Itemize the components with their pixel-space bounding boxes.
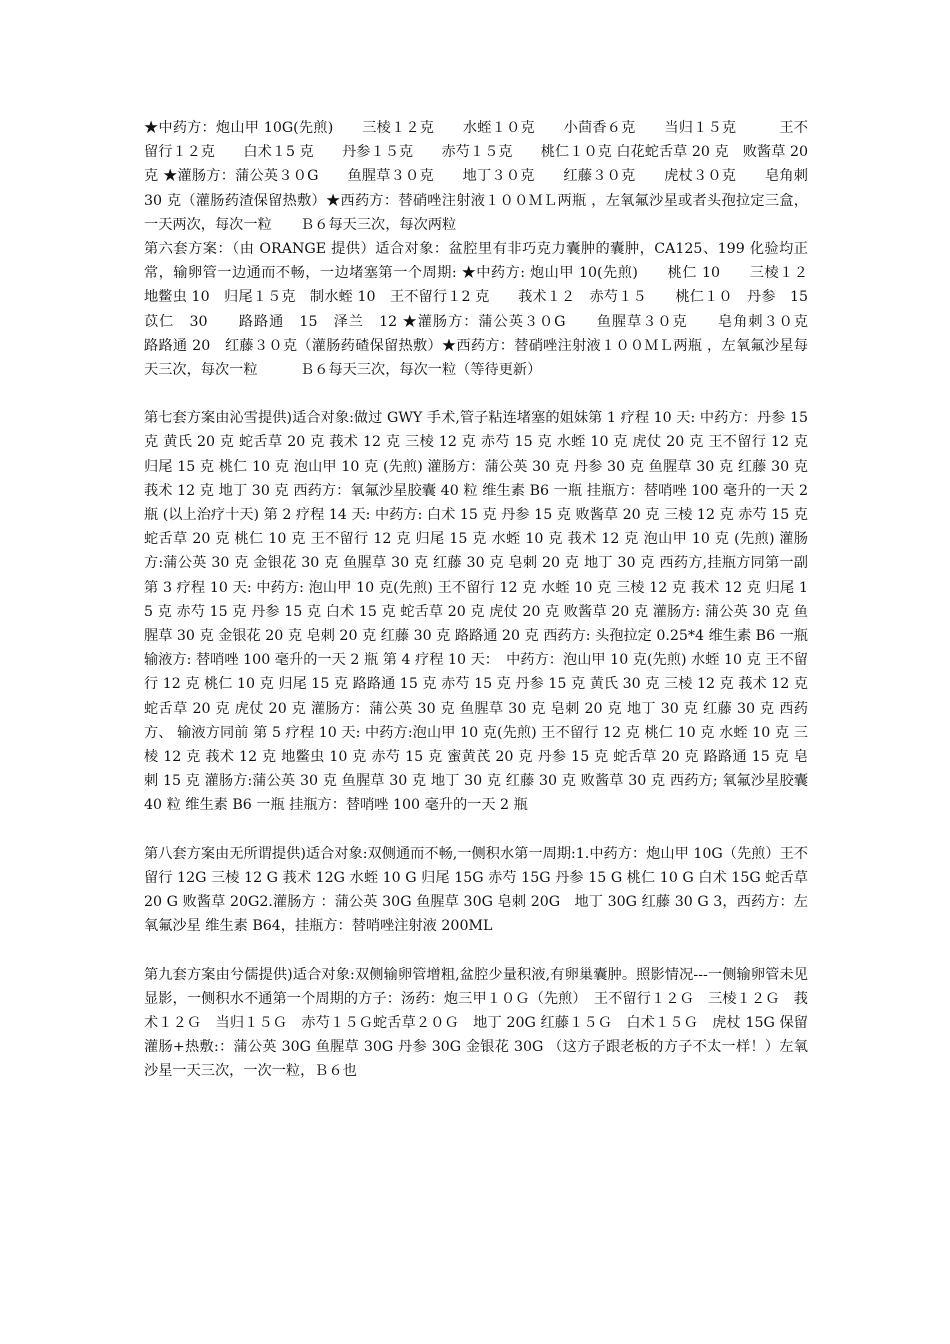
paragraph-formula-eight: 第八套方案由无所谓提供)适合对象:双侧通而不畅,一侧积水第一周期:1.中药方：炮山甲 10G（先煎）王不留行 12G 三棱 12 G 莪术 12G 水蛭 10 G 归尾 15G 赤芍 15G 丹参 15 G 桃仁 10 G 白术 15G 蛇舌草 20 G 败酱草 20G2.灌肠方 ：蒲公英 30G 鱼腥草 30G 皂刺 20G 地丁 30G 红藤 30 G 3，西药方：左氧氟沙星 维生素 B64，挂瓶方：替哨唑注射液 200ML bbox=[144, 845, 808, 935]
paragraph-spacer bbox=[144, 939, 808, 963]
paragraph-spacer bbox=[144, 818, 808, 842]
paragraph-formula-six: 第六套方案：（由 ORANGE 提供）适合对象：盆腔里有非巧克力囊肿的囊肿，CA125、199 化验均正常，输卵管一边通而不畅，一边堵塞第一个周期: ★中药方: 炮山甲 10(先煎) 桃仁 10 三棱１２ 地鳖虫 10 归尾１５克 制水蛭 10 王不留行１2 克 莪术１２ 赤芍１５ 桃仁１０ 丹参 15 苡仁 30 路路通 15 泽兰 12 ★灌肠方：蒲公英３０G 鱼腥草３０克 皂角刺３０克 路路通 20 红藤３０克（灌肠药碴保留热敷）★西药方：替硝唑注射液１００ＭＬ两瓶 ，左氧氟沙星每天三次，每次一粒 Ｂ６每天三次，每次一粒（等待更新） bbox=[144, 241, 837, 379]
paragraph-formula-nine: 第九套方案由兮儒提供)适合对象:双侧输卵管增粗,盆腔少量积液,有卵巢囊肿。照影情况---一侧输卵管未见显影，一侧积水不通第一个周期的方子：汤药：炮三甲１０Ｇ（先煎） 王不留行１２Ｇ 三棱１２Ｇ 莪术１２Ｇ 当归１５Ｇ 赤芍１５Ｇ蛇舌草２０Ｇ 地丁 20G 红藤１５Ｇ 白术１５Ｇ 虎杖 15G 保留灌肠+热敷:：蒲公英 30G 鱼腥草 30G 丹参 30G 金银花 30G （这方子跟老板的方子不太一样！）左氧沙星一天三次，一次一粒，Ｂ６也 bbox=[144, 966, 808, 1080]
paragraph-formula-seven: 第七套方案由沁雪提供)适合对象:做过 GWY 手术,管子粘连堵塞的姐妹第 1 疗程 10 天: 中药方：丹参 15 克 黄氏 20 克 蛇舌草 20 克 莪术 12 克 三棱 12 克 赤芍 15 克 水蛭 10 克 虎仗 20 克 王不留行 12 克 归尾 15 克 桃仁 10 克 泡山甲 10 克 (先煎) 灌肠方：蒲公英 30 克 丹参 30 克 鱼腥草 30 克 红藤 30 克 莪术 12 克 地丁 30 克 西药方：氧氟沙星胶囊 40 粒 维生素 B6 一瓶 挂瓶方：替哨唑 100 毫升的一天 2 瓶 (以上治疗十天) 第 2 疗程 14 天: 中药方: 白术 15 克 丹参 15 克 败酱草 20 克 三棱 12 克 赤芍 15 克 蛇舌草 20 克 桃仁 10 克 王不留行 12 克 归尾 15 克 水蛭 10 克 莪术 12 克 泡山甲 10 克 (先煎) 灌肠方:蒲公英 30 克 金银花 30 克 鱼腥草 30 克 红藤 30 克 皂刺 20 克 地丁 30 克 西药方,挂瓶方同第一副 第 3 疗程 10 天: 中药方: 泡山甲 10 克(先煎) 王不留行 12 克 水蛭 10 克 三棱 12 克 莪术 12 克 归尾 15 克 赤芍 15 克 丹参 15 克 白术 15 克 蛇舌草 20 克 虎仗 20 克 败酱草 20 克 灌肠方: 蒲公英 30 克 鱼腥草 30 克 金银花 20 克 皂刺 20 克 红藤 30 克 路路通 20 克 西药方: 头孢拉定 0.25*4 维生素 B6 一瓶 输液方: 替哨唑 100 毫升的一天 2 瓶 第 4 疗程 10 天： 中药方：泡山甲 10 克(先煎) 水蛭 10 克 王不留行 12 克 桃仁 10 克 归尾 15 克 路路通 15 克 赤芍 15 克 丹参 15 克 黄氏 30 克 三棱 12 克 莪术 12 克 蛇舌草 20 克 虎仗 20 克 灌肠方：蒲公英 30 克 鱼腥草 30 克 皂刺 20 克 地丁 30 克 红藤 30 克 西药方、 输液方同前 第 5 疗程 10 天: 中药方:泡山甲 10 克(先煎) 王不留行 12 克 桃仁 10 克 水蛭 10 克 三棱 12 克 莪术 12 克 地鳖虫 10 克 赤芍 15 克 蜜黄芪 20 克 丹参 15 克 蛇舌草 20 克 路路通 15 克 皂刺 15 克 灌肠方:蒲公英 30 克 鱼腥草 30 克 地丁 30 克 红藤 30 克 败酱草 30 克 西药方; 氧氟沙星胶囊 40 粒 维生素 B6 一瓶 挂瓶方：替哨唑 100 毫升的一天 2 瓶 bbox=[144, 410, 808, 814]
paragraph-formula-five: ★中药方：炮山甲 10G(先煎) 三棱１２克 水蛭１０克 小茴香６克 当归１５克 王不留行１２克 白术１5 克 丹参１５克 赤芍１５克 桃仁１０克 白花蛇舌草 20 克 败酱草 20 克 ★灌肠方：蒲公英３０G 鱼腥草３０克 地丁３０克 红藤３０克 虎杖３０克 皂角刺 30 克（灌肠药渣保留热敷）★西药方：替硝唑注射液１００ＭＬ两瓶 ，左氧氟沙星或者头孢拉定三盒，一天两次，每次一粒 Ｂ６每天三次，每次两粒 bbox=[144, 120, 808, 233]
document-body bbox=[144, 116, 837, 1084]
paragraph-spacer bbox=[144, 382, 808, 406]
